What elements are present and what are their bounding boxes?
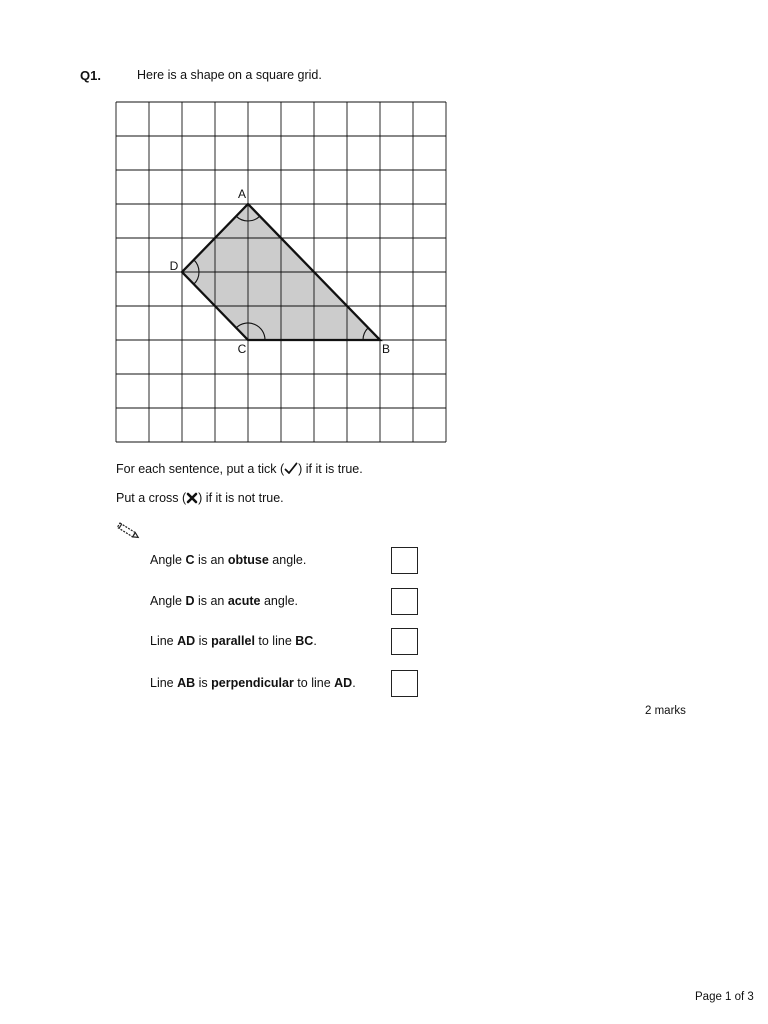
statement-3-bold: parallel (211, 634, 255, 648)
statement-3-text: is (195, 634, 212, 648)
tick-icon (284, 462, 298, 478)
statement-2-text: angle. (260, 594, 299, 608)
statement-1-text: Angle (150, 553, 186, 567)
statement-2-bold: D (185, 594, 195, 608)
cross-instruction-text-start: Put a cross ( (116, 491, 187, 505)
vertex-label-d: D (169, 259, 179, 273)
statement-3-text: Line (150, 634, 178, 648)
square-grid-figure (114, 100, 448, 444)
cross-instruction-text-end: ) if it is not true. (198, 491, 284, 505)
answer-box-2[interactable] (391, 588, 418, 615)
cross-icon (186, 492, 198, 507)
statement-4-bold: AD (334, 676, 353, 690)
statement-4 (150, 676, 356, 690)
vertex-label-b: B (381, 342, 391, 356)
statement-4-bold: perpendicular (211, 676, 294, 690)
statement-4-text: to line (293, 676, 335, 690)
vertex-label-a: A (237, 187, 247, 201)
statement-2-text: Angle (150, 594, 186, 608)
answer-box-3[interactable] (391, 628, 418, 655)
statement-1-text: is an (194, 553, 228, 567)
page-number: Page 1 of 3 (695, 991, 754, 1003)
statement-2-text: is an (194, 594, 228, 608)
tick-instruction-text-end: ) if it is true. (298, 462, 363, 476)
statement-3-bold: AD (177, 634, 196, 648)
statement-4-bold: AB (177, 676, 196, 690)
statement-1-bold: obtuse (227, 553, 269, 567)
statement-4-text: . (352, 676, 356, 690)
statement-3-text: to line (254, 634, 296, 648)
question-intro: Here is a shape on a square grid. (137, 68, 322, 82)
statement-4-text: is (195, 676, 212, 690)
answer-box-4[interactable] (391, 670, 418, 697)
cross-instruction (116, 491, 284, 507)
question-number: Q1. (80, 68, 101, 83)
vertex-label-c: C (237, 342, 247, 356)
statement-1 (150, 553, 306, 567)
statement-3-bold: BC (295, 634, 314, 648)
marks-label: 2 marks (645, 705, 686, 717)
tick-instruction-text-start: For each sentence, put a tick ( (116, 462, 285, 476)
statement-2 (150, 594, 298, 608)
statement-4-text: Line (150, 676, 178, 690)
statement-2-bold: acute (227, 594, 261, 608)
statement-3-text: . (313, 634, 317, 648)
answer-box-1[interactable] (391, 547, 418, 574)
tick-instruction (116, 462, 363, 478)
pencil-icon (114, 520, 142, 542)
statement-1-bold: C (185, 553, 195, 567)
statement-3 (150, 634, 317, 648)
statement-1-text: angle. (268, 553, 307, 567)
